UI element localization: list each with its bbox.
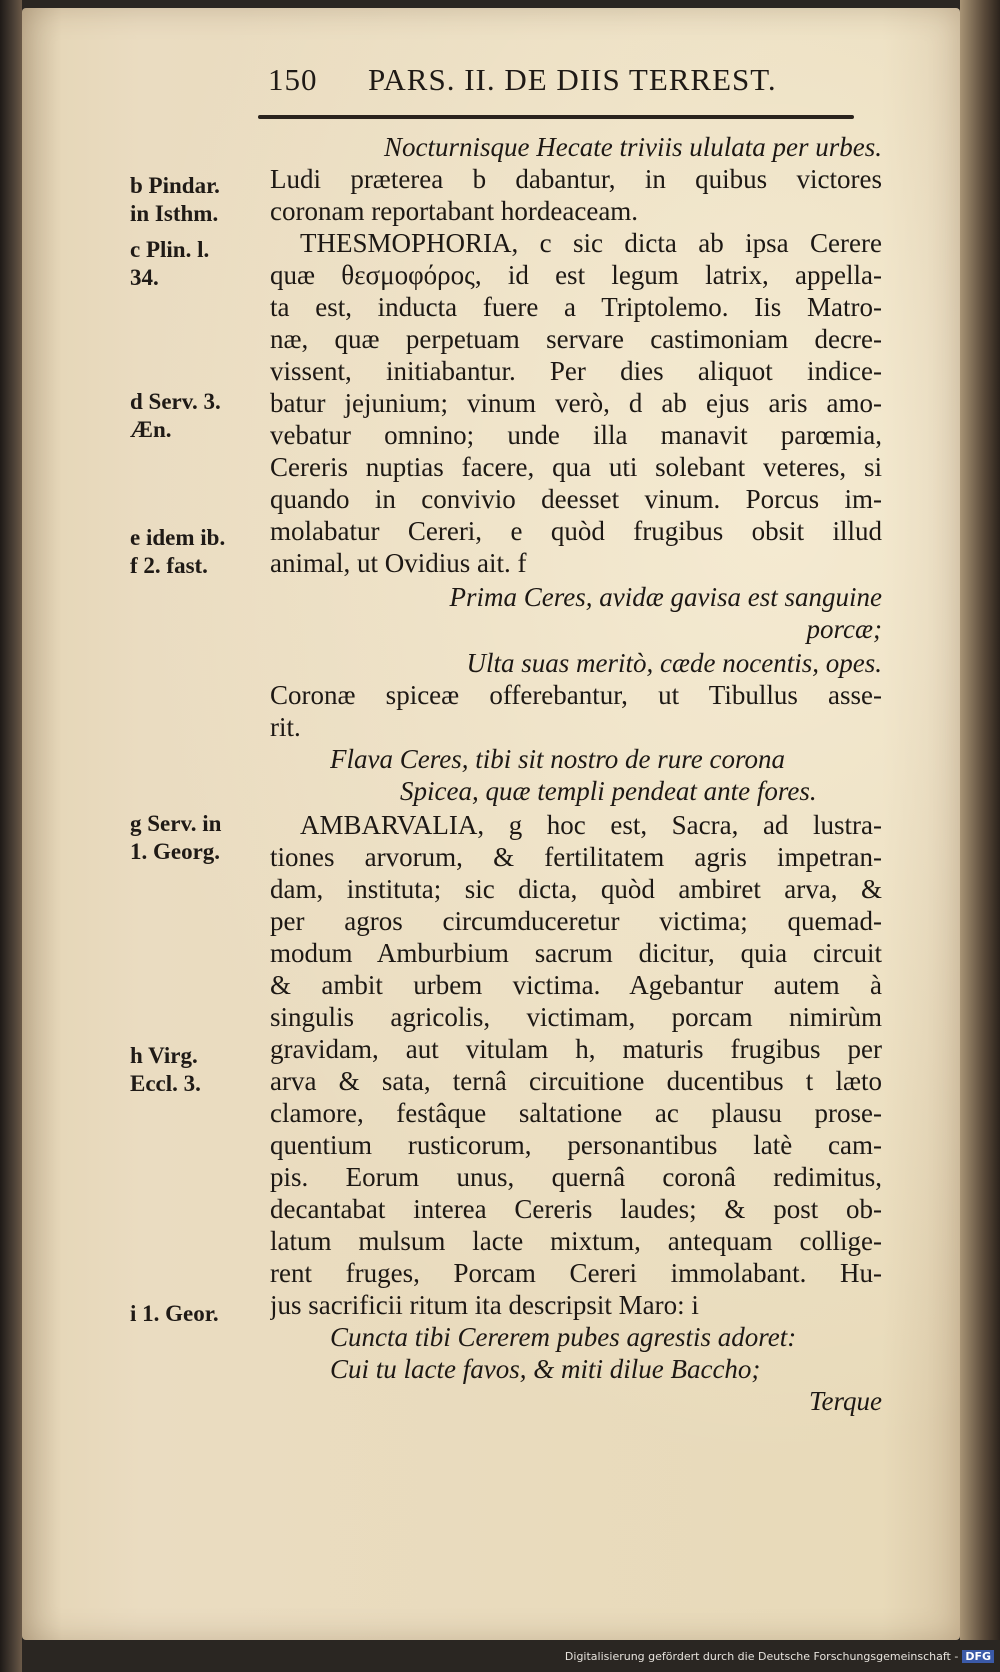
text-line: coronam reportabant hordeaceam. <box>270 196 639 226</box>
text-line: rent fruges, Porcam Cereri immolabant. Hu- <box>270 1258 882 1288</box>
book-spine <box>0 0 22 1672</box>
text-line: jus sacrificii ritum ita descripsit Maro: i <box>270 1290 699 1320</box>
text-line: næ, quæ perpetuam servare castimoniam decre- <box>270 324 882 354</box>
text-line: Coronæ spiceæ offerebantur, ut Tibullus asse- <box>270 680 882 710</box>
text-line: batur jejunium; vinum verò, d ab ejus aris amo- <box>270 388 882 418</box>
margin-note: i 1. Geor. <box>130 1301 219 1326</box>
text-line: pis. Eorum unus, quernâ coronâ redimitus, <box>270 1162 882 1192</box>
text-line: molabatur Cereri, e quòd frugibus obsit illud <box>270 516 882 546</box>
text-line: quæ θεσμοφόρος, id est legum latrix, appella- <box>270 260 882 290</box>
text-line: Ludi præterea b dabantur, in quibus victores <box>270 164 882 194</box>
dfg-logo: DFG <box>962 1650 994 1663</box>
page-number: 150 <box>268 62 318 97</box>
text-line: vissent, initiabantur. Per dies aliquot indice- <box>270 356 882 386</box>
catchword: Terque <box>808 1386 882 1416</box>
text-line: quando in convivio deesset vinum. Porcus im- <box>270 484 882 514</box>
digitization-credit <box>560 1650 1000 1670</box>
text-line: animal, ut Ovidius ait. f <box>270 548 527 578</box>
text-line: arva & sata, ternâ circuitione ducentibus t læto <box>270 1066 882 1096</box>
margin-note: c Plin. l. 34. <box>130 237 210 290</box>
header-rule <box>258 115 854 119</box>
text-line: AMBARVALIA, g hoc est, Sacra, ad lustra- <box>300 810 882 840</box>
text-line: & ambit urbem victima. Agebantur autem à <box>270 970 882 1000</box>
margin-note: g Serv. in 1. Georg. <box>130 811 222 864</box>
text-line: modum Amburbium sacrum dicitur, quia circuit <box>270 938 882 968</box>
verse-line: porcæ; <box>806 614 882 644</box>
verse-line: Cui tu lacte favos, & miti dilue Baccho; <box>330 1354 761 1384</box>
verse-line: Cuncta tibi Cererem pubes agrestis adoret: <box>330 1322 797 1352</box>
text-line: vebatur omnino; unde illa manavit parœmia, <box>270 420 882 450</box>
text-line: quentium rusticorum, personantibus latè cam- <box>270 1130 882 1160</box>
text-line: dam, instituta; sic dicta, quòd ambiret arva, & <box>270 874 882 904</box>
margin-note: h Virg. Eccl. 3. <box>130 1043 201 1096</box>
text-line: Cereris nuptias facere, qua uti solebant veteres, si <box>270 452 882 482</box>
page-edges <box>960 0 1000 1640</box>
text-line: tiones arvorum, & fertilitatem agris impetran- <box>270 842 882 872</box>
text-line: THESMOPHORIA, c sic dicta ab ipsa Cerere <box>300 228 882 258</box>
margin-note: e idem ib. f 2. fast. <box>130 525 226 578</box>
verse-line: Spicea, quæ templi pendeat ante fores. <box>400 776 817 806</box>
text-line: gravidam, aut vitulam h, maturis frugibus per <box>270 1034 882 1064</box>
running-header <box>258 62 858 112</box>
verse-line: Nocturnisque Hecate triviis ululata per urbes. <box>384 132 882 162</box>
text-line: per agros circumduceretur victima; quemad- <box>270 906 882 936</box>
text-line: rit. <box>270 712 301 742</box>
text-line: latum mulsum lacte mixtum, antequam collige- <box>270 1226 882 1256</box>
credit-text: Digitalisierung gefördert durch die Deutsche Forschungsgemeinschaft - <box>564 1650 959 1663</box>
running-title: PARS. II. DE DIIS TERREST. <box>368 62 777 97</box>
text-line: clamore, festâque saltatione ac plausu prose- <box>270 1098 882 1128</box>
verse-line: Ulta suas meritò, cæde nocentis, opes. <box>466 648 882 678</box>
margin-note: d Serv. 3. Æn. <box>130 389 221 442</box>
margin-note: b Pindar. in Isthm. <box>130 173 220 226</box>
verse-line: Prima Ceres, avidæ gavisa est sanguine <box>449 582 882 612</box>
text-line: singulis agricolis, victimam, porcam nimirùm <box>270 1002 882 1032</box>
text-line: ta est, inducta fuere a Triptolemo. Iis Matro- <box>270 292 882 322</box>
text-line: decantabat interea Cereris laudes; & post ob- <box>270 1194 882 1224</box>
verse-line: Flava Ceres, tibi sit nostro de rure corona <box>330 744 785 774</box>
